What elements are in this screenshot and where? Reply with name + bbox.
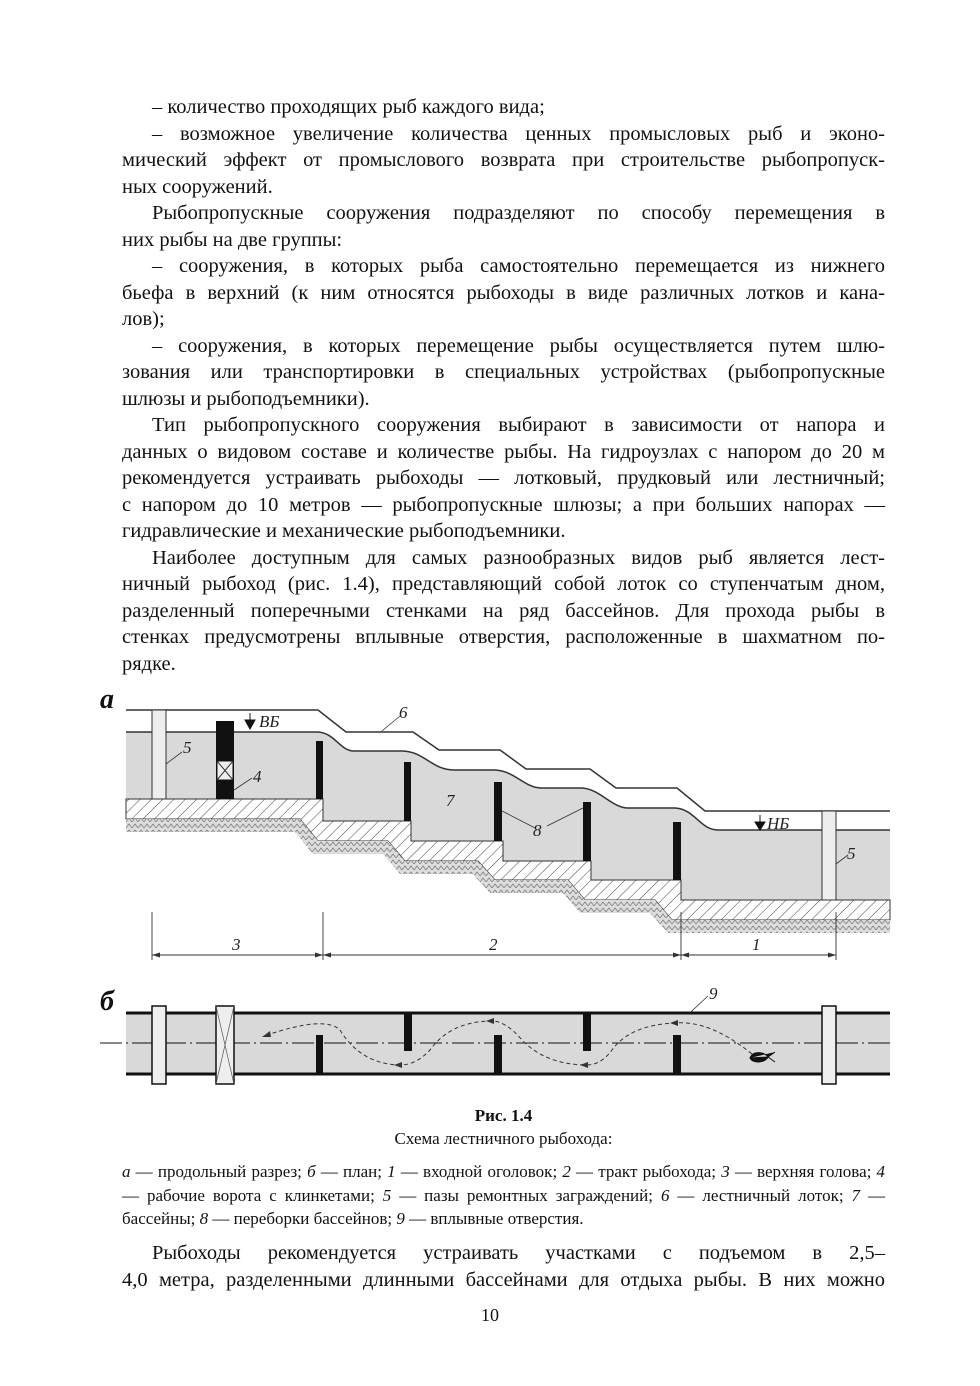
legend-key: 8 [199,1209,209,1228]
paragraph-line: шлюзы и рыбоподъемники). [122,387,370,410]
paragraph-line: – сооружения, в которых рыба самостоятельно перемещается из нижнего [152,255,885,277]
dimension-3: 3 [232,935,241,954]
working-gate [216,721,234,799]
legend-text: — бассейны; [122,1185,885,1228]
repair-groove-right [822,811,836,900]
paragraph-line: Тип рыбопропускного сооружения выбирают в зависимости от напора и [152,414,885,436]
body-text-bottom [122,1240,885,1293]
paragraph-line: рядке. [122,652,176,675]
paragraph-line: стенках предусмотрены вплывные отверстия, расположенные в шахматном по- [122,626,885,648]
legend-key: а [122,1162,131,1181]
figure-number: Рис. 1.4 [474,1106,533,1125]
legend-key: 5 [382,1185,392,1205]
legend-text: — вплывные отверстия. [404,1209,584,1228]
legend-text: — переборки бассейнов; [208,1209,397,1228]
legend-key: 3 [721,1162,730,1181]
lower-level-label: НБ [767,814,790,833]
legend-text: — пазы ремонтных заграждений; [391,1185,661,1205]
part-b-label: б [100,986,114,1017]
legend-text: — тракт рыбохода; [570,1162,722,1181]
paragraph-line: разделенный поперечными стенками на ряд бассейнов. Для прохода рыбы в [122,599,885,622]
legend-key: 1 [387,1162,396,1181]
paragraph-line: 4,0 метра, разделенными длинными бассейнами для отдыха рыбы. В них можно [122,1268,885,1291]
legend-key: 9 [396,1209,405,1228]
label-9: 9 [709,984,718,1003]
paragraph-line: – возможное увеличение количества ценных промысловых рыб и эконо- [152,122,885,145]
paragraph-line: рекомендуется устраивать рыбоходы — лотковый, прудковый или лестничный; [122,467,885,489]
paragraph-line: зования или транспортировки в специальных устройствах (рыбопропускные [122,361,885,383]
paragraph-line: мический эффект от промыслового возврата при строительстве рыбопропуск- [122,149,885,171]
legend-text: — план; [315,1162,388,1181]
upper-level-marker-icon [245,713,255,729]
paragraph-line: гидравлические и механические рыбоподъемники. [122,520,566,542]
figure-title: Схема лестничного рыбохода: [394,1129,613,1148]
lower-level-marker-icon [755,815,765,830]
paragraph-line: данных о видовом составе и количестве рыбы. На гидроузлах с напором до 20 м [122,440,885,463]
plan-groove-left [152,1006,166,1084]
paragraph-line: Рыбоходы рекомендуется устраивать участками с подъемом в 2,5– [152,1242,885,1264]
upper-level-label: ВБ [259,712,280,731]
paragraph-line: лов); [122,308,165,330]
legend-key: 6 [660,1185,670,1205]
plan-groove-right [822,1006,836,1084]
paragraph-line: с напором до 10 метров — рыбопропускные шлюзы; а при больших напорах — [122,493,885,516]
label-5-left: 5 [183,738,192,757]
label-6: 6 [399,703,408,722]
page-number: 10 [481,1305,499,1325]
paragraph-line: ничный рыбоход (рис. 1.4), представляющий собой лоток со ступенчатым дном, [122,573,885,595]
paragraph-line: бьефа в верхний (к ним относятся рыбоходы в виде различных лотков и кана- [122,281,885,304]
legend-text: — лестничный лоток; [669,1185,852,1205]
label-4: 4 [253,767,262,786]
repair-groove-left [152,710,166,799]
legend-text: — входной оголовок; [395,1162,563,1181]
paragraph-line: – количество проходящих рыб каждого вида; [152,96,545,118]
legend-text: — рабочие ворота с клинкетами; [122,1185,383,1205]
paragraph-line: них рыбы на две группы: [122,228,343,251]
label-7: 7 [446,791,455,810]
legend-text: — продольный разрез; [130,1162,308,1181]
figure-legend [122,1160,885,1231]
paragraph-line: Наиболее доступным для самых разнообразных видов рыб является лест- [152,546,885,569]
legend-key: 7 [851,1185,861,1205]
legend-text: — верхняя голова; [729,1162,877,1181]
paragraph-line: Рыбопропускные сооружения подразделяют по способу перемещения в [152,202,885,224]
dimension-1: 1 [752,935,761,954]
legend-key: 4 [876,1162,886,1181]
label-5-right: 5 [847,844,856,863]
dimension-2: 2 [489,935,498,954]
part-a-label: а [100,684,114,715]
label-8: 8 [533,821,542,840]
paragraph-line: ных сооружений. [122,175,273,198]
paragraph-line: – сооружения, в которых перемещение рыбы осуществляется путем шлю- [152,334,885,357]
legend-key: 2 [562,1162,571,1181]
legend-key: б [307,1162,316,1181]
